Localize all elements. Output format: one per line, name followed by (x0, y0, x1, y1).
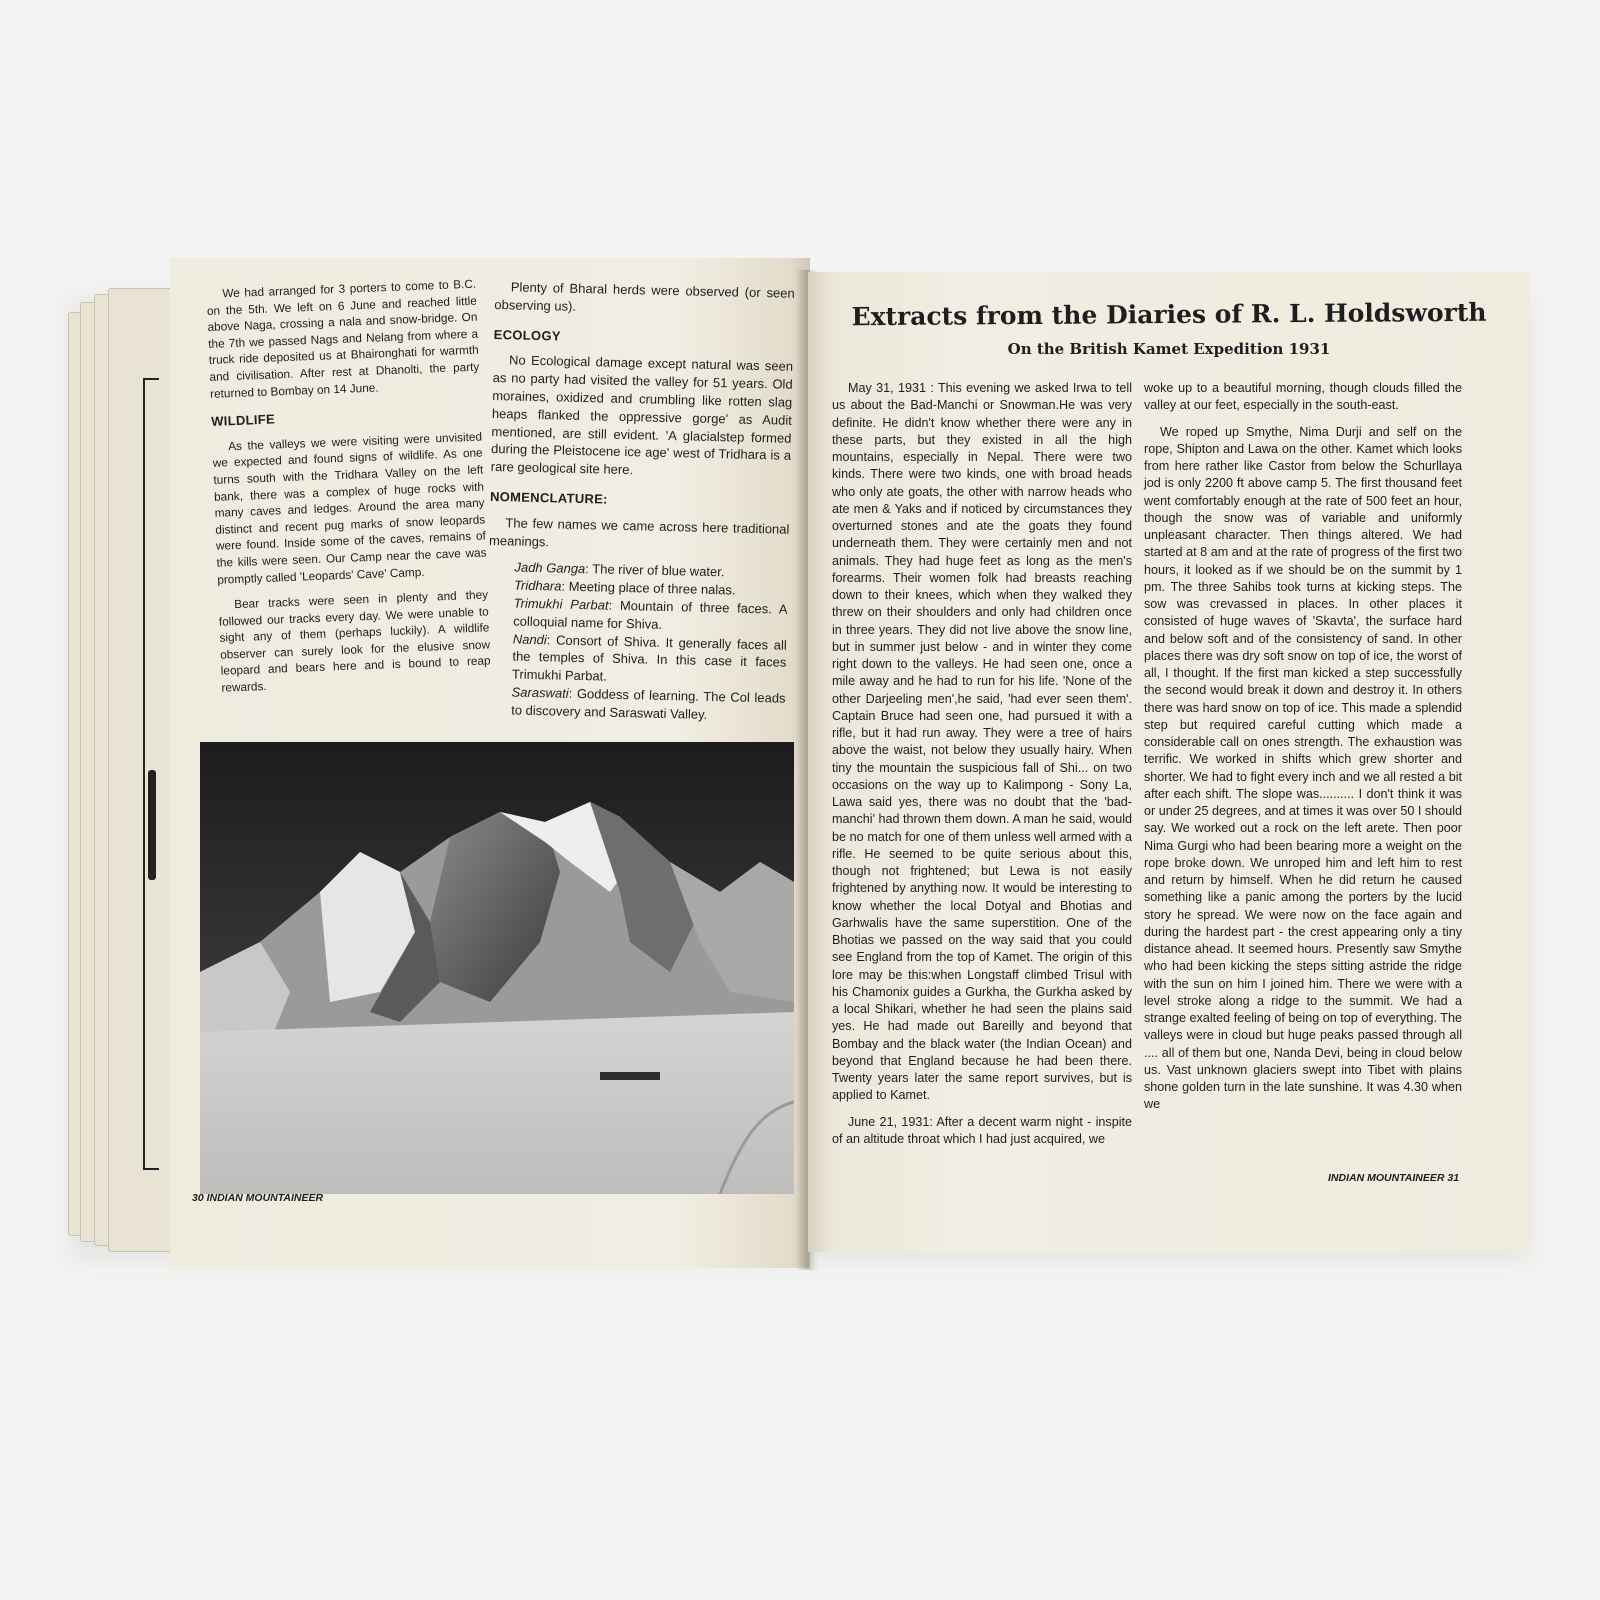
diary-summit-paragraph: We roped up Smythe, Nima Durji and self on the rope, Shipton and Lawa on the other. Kamet which looks from here rather like Castor from below the Schurllaya jod is only 2200 ft above camp 5. The first thousand feet went comfortably enough at the rate of 500 feet an hour, though the snow was of variable and uniformly unpleasant character. Then things altered. We had started at 8 am and at the rate of progress of the first two hours, it looked as if we should be on the summit by 1 pm. The three Sahibs took turns at kicking steps. The sow was crevassed in places. In other places it consisted of huge waves of 'Skavta', the surface hard and below soft and of the consistency of sand. In other places there was dry soft snow on top of ice, the worst of all, I thought. If the first man kicked a step successfully the second would break it down and destroy it. In others there was hard snow on top of ice. This made a splendid step but required careful cutting which made a considerable call on ones strength. The exhaustion was terrific. We worked in shifts which grew shorter and shorter. We had to fight every inch and we all rested a bit after each shift. The slope was.......... I don't think it was or under 25 degrees, and at times it was over 50 I should say. We worked out a rock on the left arete. Then poor Nima Gurgi who had been bearing more a weight on the rope broke down. We unroped him and left him to rest and return by himself. When he did return he caused something like a panic among the porters by the lucid story he spread. We were now on the face again and during the hardest part - the crest appearing only a tiny distance ahead. It seemed hours. Presently saw Smythe who had been kicking the steps sitting astride the ridge with the sun on him I joined him. There we were with a level stroke along a ridge to the summit. We had a strange exalted feeling of being on top of everything. The valleys were in cloud but huge peaks passed through all .... all of them but one, Nanda Devi, being in cloud below us. Vast unknown glaciers swept into Tibet with plains shone golden turn in the late sunshine. It was 4.30 when we (1144, 424, 1462, 1112)
diary-entry-may31: May 31, 1931 : This evening we asked Irwa to tell us about the Bad-Manchi or Snowman.He was very definite. He didn't know whether there were any in these parts, but they existed in all the high mountains, especially in Nepal. There were two kinds. There were two kinds, one with broad heads who only ate goats, the other with narrow heads who ate men & Yaks and if noticed by circumstances they overturned stones and ate the goats they found underneath them. They were certainly men and not animals. They had huge feet as long as the men's forearms. Their women folk had breasts reaching down to their knees, which when they walked they threw on their shoulders and only had children once in three years. They did not live above the snow line, but in summer just below - and in winter they come right down to the valleys. He had seen one, once a mile away and he had to run for his life. 'None of the other Darjeeling men',he said, 'had ever seen them'. Captain Bruce had seen one, had pursued it with a rifle, but it had run away. They were a tree of hairs above the waist, not below they usually hairy. When tiny the mountain the suspicious fall of Shi... on two occasions on the way up to Kalimpong - Sony La, Lawa said yes, there was no doubt that the 'bad-manchi' had thrown them down. A man he said, would be no match for one of them unless well armed with a rifle. He seemed to be quite serious about this, though not frightened; but Lewa is not easily frightened by anything now. It would be interesting to know whether the local Dotyal and Bhotias and Garhwalis have the same superstition. One of the Bhotias we passed on the way said that you could see England from the top of Kamet. The origin of this lore may be this:when Longstaff climbed Trisul with his Chamonix guides a Gurkha, the Gurkha asked by a local Shikari, whether he had seen the plains said yes. He had made out Bareilly and beyond that Bombay and the black water (the Indian Ocean) and beyond that England because he had been there. Twenty years later the same report survives, but is applied to Kamet. (832, 381, 1132, 1103)
article-title: Extracts from the Diaries of R. L. Holdsworth (851, 297, 1487, 332)
definition-meaning: : Mountain of three faces. A colloquial name for Shiva. (513, 597, 788, 632)
nomenclature-paragraph: The few names we came across here traditional meanings. (488, 515, 790, 549)
left-page (170, 258, 810, 1268)
definition-term: Jadh Ganga (514, 559, 586, 577)
right-page (808, 272, 1530, 1252)
wildlife-heading: WILDLIFE (210, 411, 276, 430)
right-column-1 (808, 380, 1132, 1157)
definition-item (486, 629, 787, 689)
intro-paragraph: We had arranged for 3 porters to come to B.C. on the 5th. We left on 6 June and reached little above Naga, crossing a nala and snow-bridge. On the 7th we passed Nags and Nelang from where a truck ride deposited us at Bhaironghati for warmth and civilisation. After rest at Dhanolti, the party returned to Bombay on 14 June. (206, 276, 480, 401)
article-subtitle: On the British Kamet Expedition 1931 (1007, 340, 1331, 358)
definition-term: Saraswati (511, 684, 569, 701)
definition-meaning: : Goddess of learning. The Col leads to discovery and Saraswati Valley. (511, 685, 786, 722)
diary-continuation: woke up to a beautiful morning, though clouds filled the valley at our feet, especially in the south-east. (1144, 381, 1462, 413)
right-column-2 (1144, 380, 1462, 1123)
definition-meaning: : Meeting place of three nalas. (561, 578, 736, 598)
ecology-paragraph: No Ecological damage except natural was seen as no party had visited the valley for 51 years. Old moraines, oxidized and crumbling like rotten slag heaps flanked the oppressive gorge' as Audit mentioned, are still evident. 'A glacialstep formed during the Pleistocene ice age' west of Tridhara is a rare geological site here. (490, 352, 794, 478)
left-column-2 (485, 278, 795, 725)
wildlife-paragraph: As the valleys we were visiting were unvisited we expected and found signs of wildlife. As one turns south with the Tridhara Valley on the left bank, there was a complex of huge rocks with many caves and ledges. Around the area many distinct and recent pug marks of snow leopards were found. Inside some of the caves, remains of the kills were seen. Our Camp near the cave was promptly called 'Leopards' Cave' Camp. (212, 429, 487, 587)
bharal-paragraph: Plenty of Bharal herds were observed (or seen observing us). (494, 279, 795, 314)
page-number-right: INDIAN MOUNTAINEER 31 (1328, 1172, 1460, 1184)
definition-term: Nandi (512, 631, 547, 647)
wildlife-paragraph: Bear tracks were seen in plenty and they followed our tracks every day. We were unable to sight any of them (perhaps luckily). A wildlife observer can surely look for the elusive snow leopard and bears here and is bound to reap rewards. (218, 587, 491, 695)
definition-item (487, 594, 788, 636)
definition-term: Trimukhi Parbat (513, 595, 609, 613)
definition-meaning: : The river of blue water. (585, 561, 725, 580)
mountain-photo-graphic (200, 742, 794, 1194)
show-through-mark (148, 770, 156, 880)
ecology-heading: ECOLOGY (493, 326, 561, 344)
definition-item (485, 683, 786, 725)
left-column-1 (206, 276, 492, 706)
definition-term: Tridhara (513, 577, 562, 594)
mountain-photo (200, 742, 794, 1194)
nomenclature-heading: NOMENCLATURE: (489, 488, 608, 507)
right-column-1-inner (832, 380, 1132, 1148)
page-number-left: 30 INDIAN MOUNTAINEER (192, 1192, 324, 1204)
definition-meaning: : Consort of Shiva. It generally faces all the temples of Shiva. In this case it faces Trimukhi Parbat. (511, 631, 787, 684)
diary-entry-june21: June 21, 1931: After a decent warm night - inspite of an altitude throat which I had just acquired, we (832, 1114, 1132, 1146)
